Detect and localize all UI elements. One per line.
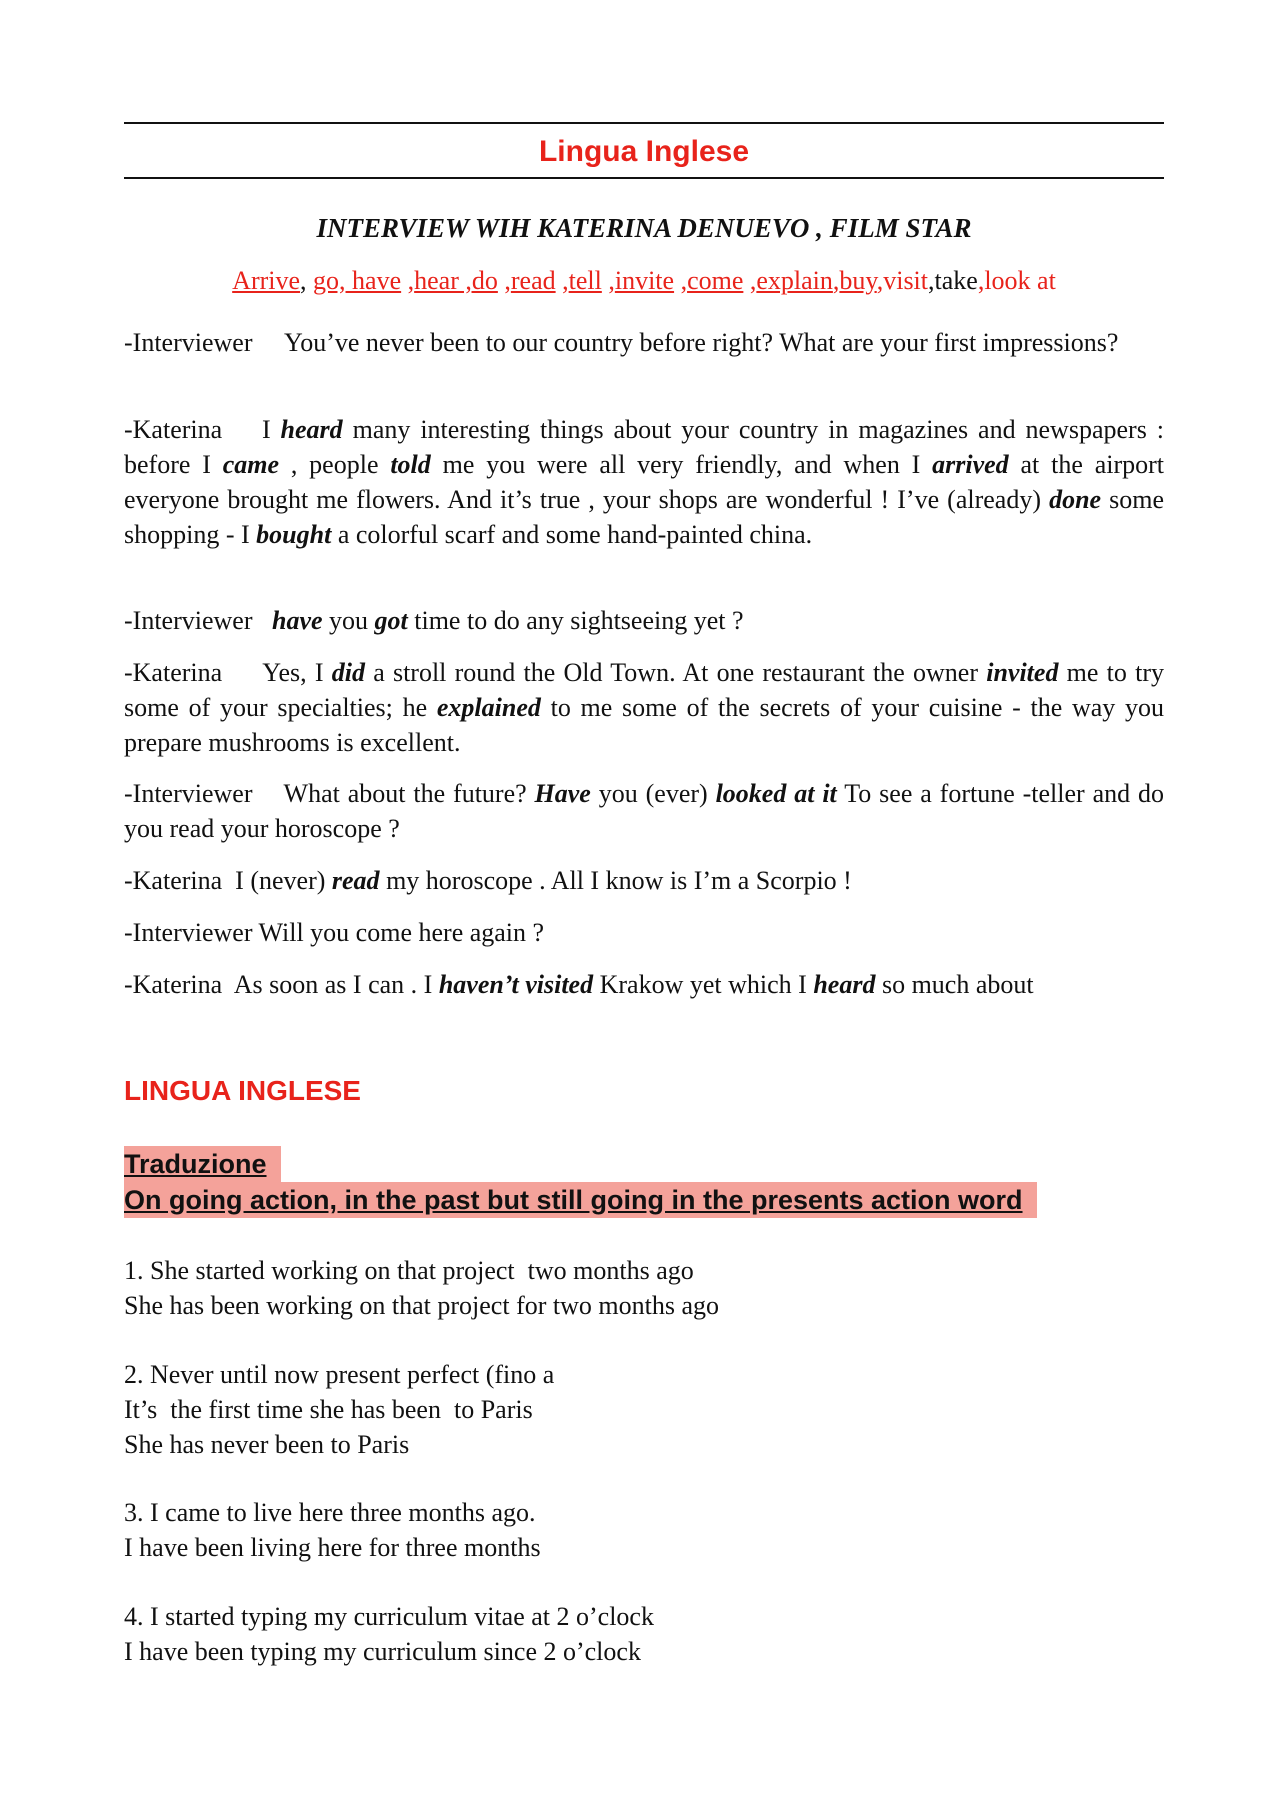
speaker-katerina: -Katerina (124, 415, 262, 444)
item-translation: She has been working on that project for two months ago (124, 1291, 719, 1320)
speaker-katerina: -Katerina (124, 658, 263, 687)
speaker-interviewer: -Interviewer (124, 328, 285, 357)
verb-separator: ,visit (876, 266, 929, 295)
answer-verb: explained (436, 693, 541, 722)
title-bottom-rule (124, 177, 1164, 179)
verb-item: go, have (313, 266, 402, 295)
top-rule (124, 122, 1164, 124)
answer-verb: haven’t visited (438, 970, 594, 999)
dialog-text: to me some of the secrets of your cuisine - the way you prepare mushrooms is excellent. (124, 693, 1164, 757)
verb-item: ,look at (977, 266, 1056, 295)
dialog-text: What about the future? (283, 779, 535, 808)
verb-item: tell (568, 266, 602, 295)
dialog-line-5 (124, 776, 1164, 846)
item-translation: It’s the first time she has been to Paris (124, 1395, 533, 1424)
item-source: 1. She started working on that project two months ago (124, 1256, 694, 1285)
answer-verb: got (374, 606, 408, 635)
speaker-katerina: -Katerina (124, 970, 234, 999)
answer-verb: done (1049, 485, 1102, 514)
answer-verb: came (222, 450, 280, 479)
speaker-interviewer: -Interviewer (124, 918, 259, 947)
verb-separator: , (555, 266, 569, 295)
answer-verb: did (331, 658, 365, 687)
item-source: 2. Never until now present perfect (fino a (124, 1360, 555, 1389)
answer-verb: bought (256, 520, 332, 549)
dialog-line-4 (124, 655, 1164, 760)
verb-item: buy (839, 266, 877, 295)
dialog-line-7 (124, 915, 1164, 950)
dialog-text: a colorful scarf and some hand-painted china. (331, 520, 813, 549)
answer-verb: read (331, 866, 380, 895)
dialog-line-1 (124, 325, 1164, 360)
translation-item-1 (124, 1253, 1164, 1323)
dialog-text: a stroll round the Old Town. At one restaurant the owner (364, 658, 987, 687)
translation-item-2 (124, 1357, 1164, 1462)
section-heading: LINGUA INGLESE (124, 1075, 361, 1106)
dialog-text: at the airport everyone brought me flowers. And it’s true , your shops are wonderful ! I’ve (already) (124, 450, 1164, 514)
answer-verb: invited (986, 658, 1059, 687)
verb-item: come (687, 266, 744, 295)
answer-verb: Have (534, 779, 591, 808)
dialog-text: you (ever) (590, 779, 716, 808)
verb-separator: , (832, 266, 840, 295)
highlight-definition: On going action, in the past but still going in the presents action word (124, 1182, 1037, 1218)
dialog-line-6 (124, 863, 1164, 898)
verb-item: explain (756, 266, 833, 295)
item-source: 3. I came to live here three months ago. (124, 1498, 536, 1527)
dialog-text: I (never) (235, 866, 332, 895)
verb-separator: , (300, 266, 314, 295)
verb-item: Arrive (232, 266, 301, 295)
verb-item: invite (614, 266, 675, 295)
dialog-text: , people (279, 450, 391, 479)
page-title: Lingua Inglese (538, 135, 750, 168)
answer-verb: arrived (932, 450, 1009, 479)
answer-verb: told (390, 450, 431, 479)
dialog-text: Will you come here again ? (258, 918, 545, 947)
dialog-text: You’ve never been to our country before right? What are your first impressions? (284, 328, 1119, 357)
speaker-interviewer: -Interviewer (124, 779, 284, 808)
answer-verb: heard (813, 970, 876, 999)
item-translation: I have been typing my curriculum since 2 o’clock (124, 1637, 641, 1666)
translation-item-4 (124, 1599, 1164, 1669)
dialog-text: To see a fortune -teller and do you read your horoscope ? (124, 779, 1165, 843)
dialog-text: I (261, 415, 281, 444)
dialog-text: many interesting things about your country in magazines and newspapers : before I (124, 415, 1164, 479)
dialog-text: Yes, I (262, 658, 332, 687)
dialog-line-2 (124, 412, 1164, 552)
translation-item-3 (124, 1495, 1164, 1565)
verb-list (124, 264, 1164, 298)
dialog-text: my horoscope . All I know is I’m a Scorpio ! (379, 866, 852, 895)
item-translation: She has never been to Paris (124, 1430, 410, 1459)
item-source: 4. I started typing my curriculum vitae at 2 o’clock (124, 1602, 654, 1631)
verb-separator: , (401, 266, 415, 295)
verb-item-plain: ,take (928, 266, 978, 295)
dialog-line-3 (124, 603, 1164, 638)
dialog-text: me to try some of your specialties; he (124, 658, 1164, 722)
verb-item: hear ,do (414, 266, 498, 295)
verb-item: read (510, 266, 556, 295)
verb-separator: , (497, 266, 511, 295)
speaker-katerina: -Katerina (124, 866, 236, 895)
speaker-interviewer: -Interviewer (124, 606, 272, 635)
verb-separator: , (743, 266, 757, 295)
dialog-text: time to do any sightseeing yet ? (407, 606, 744, 635)
dialog-text: As soon as I can . I (233, 970, 439, 999)
dialog-line-8 (124, 967, 1164, 1002)
answer-verb: looked at it (715, 779, 837, 808)
highlight-traduzione: Traduzione (124, 1146, 281, 1182)
dialog-text: some shopping - I (124, 485, 1164, 549)
item-translation: I have been living here for three months (124, 1533, 541, 1562)
dialog-text: you (322, 606, 375, 635)
verb-separator: , (674, 266, 688, 295)
verb-separator: , (601, 266, 615, 295)
dialog-text: so much about (875, 970, 1034, 999)
dialog-text: me you were all very friendly, and when I (430, 450, 933, 479)
answer-verb: have (271, 606, 323, 635)
interview-subtitle: INTERVIEW WIH KATERINA DENUEVO , FILM STAR (316, 213, 972, 243)
dialog-text: Krakow yet which I (593, 970, 814, 999)
answer-verb: heard (280, 415, 343, 444)
